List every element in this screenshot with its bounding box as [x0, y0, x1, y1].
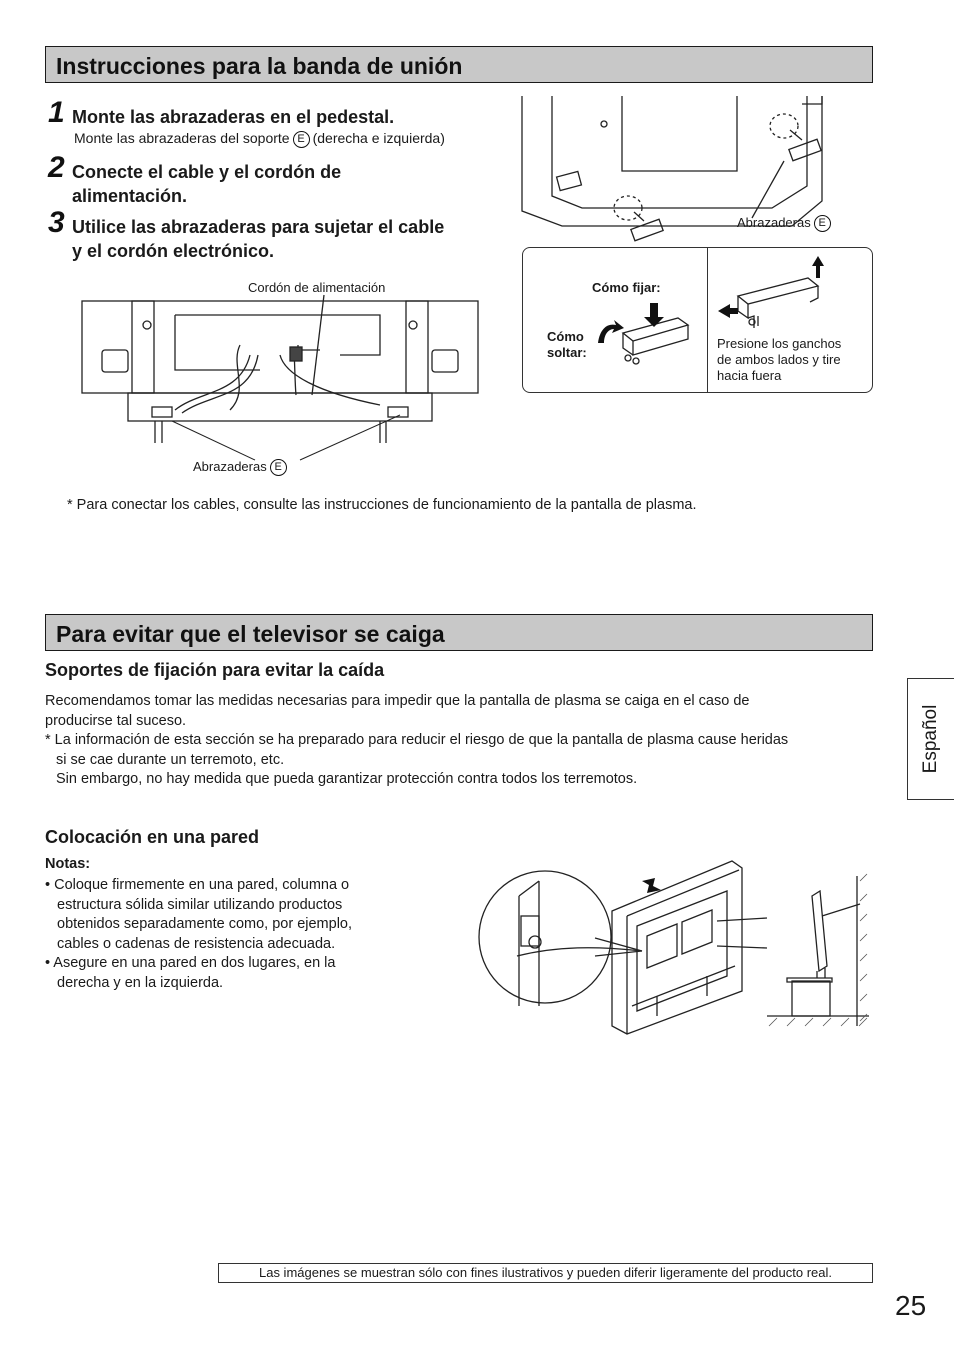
- notes-label: Notas:: [45, 856, 91, 872]
- label-clamps-main: Abrazaderas E: [193, 459, 290, 476]
- notes-list: [45, 876, 352, 993]
- wall-mount-illustration: [477, 856, 872, 1036]
- subhead-wall-placement: Colocación en una pared: [45, 827, 260, 847]
- label-how-to-fix: Cómo fijar:: [592, 280, 661, 295]
- clamp-attach-illustration: [598, 303, 698, 373]
- step-1-subtext: Monte las abrazaderas del soporte E (derecha e izquierda): [74, 130, 445, 146]
- clamp-release-illustration: [718, 256, 838, 336]
- illustration-disclaimer: Las imágenes se muestran sólo con fines ilustrativos y pueden diferir ligeramente del producto real.: [218, 1263, 873, 1283]
- list-item: • Asegure en una pared en dos lugares, en la derecha y en la izquierda.: [45, 955, 336, 991]
- label-clamps-right: Abrazaderas E: [737, 215, 834, 232]
- section-header-evitar-caida: [45, 614, 873, 651]
- clamp-usage-box: [522, 247, 873, 393]
- step-1-text: Monte las abrazaderas en el pedestal.: [72, 107, 395, 127]
- release-description: Presione los ganchos de ambos lados y tire hacia fuera: [717, 336, 842, 383]
- section-title: Para evitar que el televisor se caiga: [56, 621, 445, 647]
- step-number-3: 3: [48, 206, 65, 239]
- language-tab: Español: [907, 678, 954, 800]
- part-e-icon: E: [293, 131, 310, 148]
- label-power-cord: Cordón de alimentación: [248, 280, 386, 295]
- list-item: • Coloque firmemente en una pared, columna o estructura sólida similar utilizando productos obtenidos separadamente como, por ejemplo, cables o cadenas de resistencia adecuada.: [45, 877, 353, 952]
- section-title: Instrucciones para la banda de unión: [56, 53, 463, 79]
- info-box-divider: [707, 248, 708, 392]
- step-number-2: 2: [48, 151, 65, 184]
- label-how-to-release: Cómo soltar:: [547, 329, 587, 360]
- part-e-icon: E: [270, 459, 287, 476]
- intro-paragraph: Recomendamos tomar las medidas necesarias para impedir que la pantalla de plasma se caiga en el caso de producirse tal suceso.: [45, 693, 750, 729]
- cable-note: * Para conectar los cables, consulte las instrucciones de funcionamiento de la pantalla de plasma.: [67, 497, 697, 513]
- step-number-1: 1: [48, 96, 65, 129]
- part-e-icon: E: [814, 215, 831, 232]
- step-3-text: Utilice las abrazaderas para sujetar el cable y el cordón electrónico.: [72, 217, 445, 261]
- page-number: 25: [895, 1290, 927, 1321]
- earthquake-disclaimer: * La información de esta sección se ha preparado para reducir el riesgo de que la pantalla de plasma cause heridas si se cae durante un terremoto, etc. Sin embargo, no hay medida que pueda garantizar protección contra todos los terremotos.: [45, 732, 789, 787]
- pedestal-rear-illustration: [80, 295, 480, 445]
- subhead-fixing-brackets: Soportes de fijación para evitar la caída: [45, 660, 385, 680]
- section-header-banda-union: [45, 46, 873, 83]
- step-2-text: Conecte el cable y el cordón de alimentación.: [72, 162, 342, 206]
